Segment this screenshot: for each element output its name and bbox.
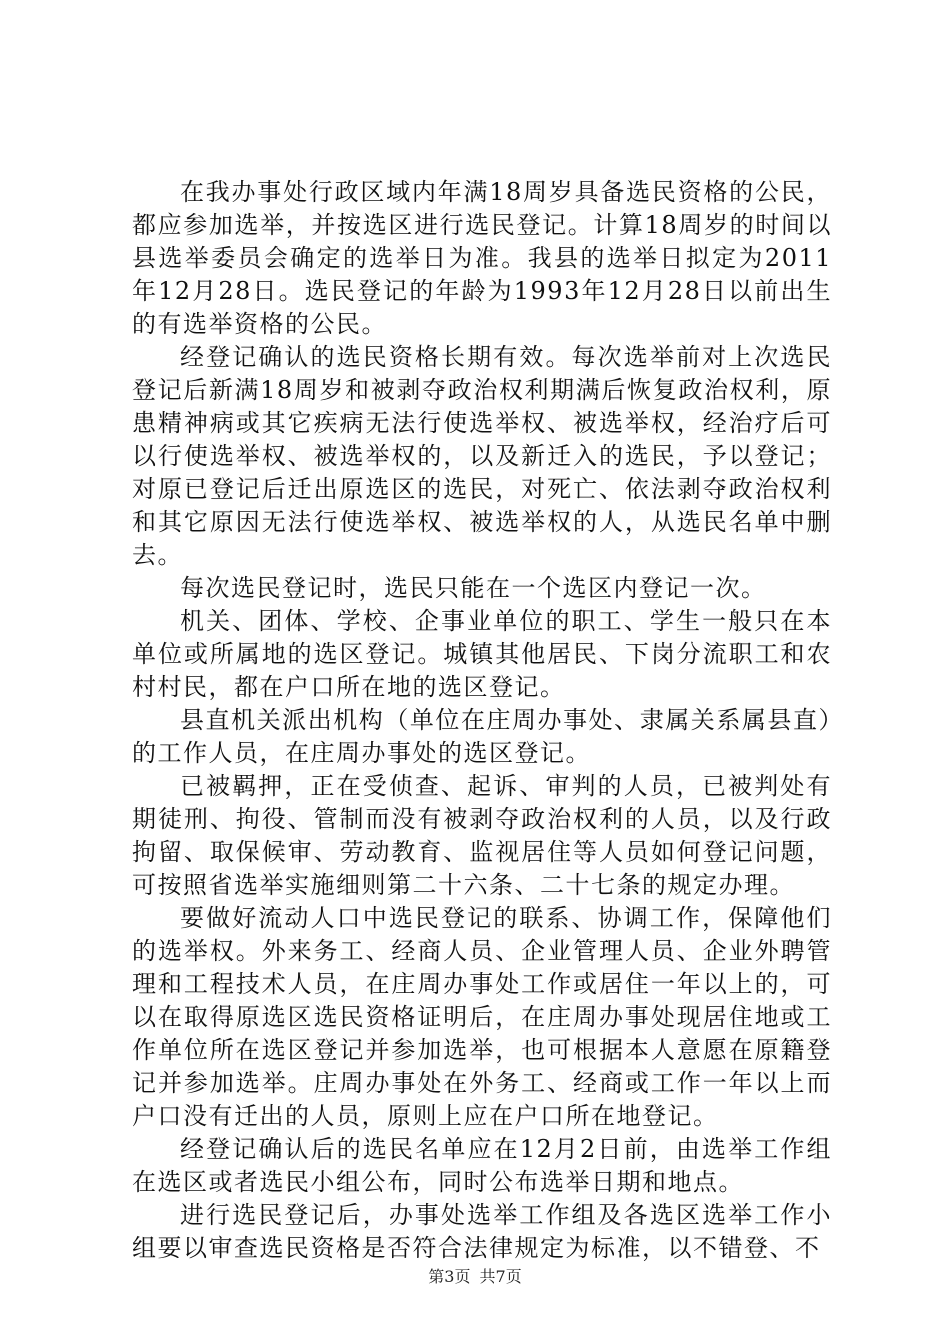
paragraph-2: 经登记确认的选民资格长期有效。每次选举前对上次选民登记后新满18周岁和被剥夺政治权利期满后恢复政治权利，原患精神病或其它疾病无法行使选举权、被选举权，经治疗后可以行使选举权、被选举权的，以及新迁入的选民，予以登记；对原已登记后迁出原选区的选民，对死亡、依法剥夺政治权利和其它原因无法行使选举权、被选举权的人，从选民名单中删去。 bbox=[132, 343, 832, 569]
document-body bbox=[132, 176, 832, 1265]
page-total: 共7页 bbox=[479, 1267, 522, 1286]
page-number: 第3页 bbox=[428, 1267, 471, 1286]
page-footer bbox=[0, 1264, 950, 1287]
paragraph-6: 已被羁押，正在受侦查、起诉、审判的人员，已被判处有期徒刑、拘役、管制而没有被剥夺政治权利的人员，以及行政拘留、取保候审、劳动教育、监视居住等人员如何登记问题，可按照省选举实施细则第二十六条、二十七条的规定办理。 bbox=[132, 772, 832, 899]
paragraph-9: 进行选民登记后，办事处选举工作组及各选区选举工作小组要以审查选民资格是否符合法律规定为标准，以不错登、不 bbox=[132, 1201, 832, 1262]
paragraph-5: 县直机关派出机构（单位在庄周办事处、隶属关系属县直）的工作人员，在庄周办事处的选区登记。 bbox=[132, 706, 832, 767]
paragraph-4: 机关、团体、学校、企事业单位的职工、学生一般只在本单位或所属地的选区登记。城镇其他居民、下岗分流职工和农村村民，都在户口所在地的选区登记。 bbox=[132, 607, 832, 701]
paragraph-3: 每次选民登记时，选民只能在一个选区内登记一次。 bbox=[180, 574, 767, 602]
paragraph-7: 要做好流动人口中选民登记的联系、协调工作，保障他们的选举权。外来务工、经商人员、企业管理人员、企业外聘管理和工程技术人员，在庄周办事处工作或居住一年以上的，可以在取得原选区选民资格证明后，在庄周办事处现居住地或工作单位所在选区登记并参加选举，也可根据本人意愿在原籍登记并参加选举。庄周办事处在外务工、经商或工作一年以上而户口没有迁出的人员，原则上应在户口所在地登记。 bbox=[132, 904, 832, 1130]
paragraph-8: 经登记确认后的选民名单应在12月2日前，由选举工作组在选区或者选民小组公布，同时公布选举日期和地点。 bbox=[132, 1135, 832, 1196]
paragraph-1: 在我办事处行政区域内年满18周岁具备选民资格的公民，都应参加选举，并按选区进行选民登记。计算18周岁的时间以县选举委员会确定的选举日为准。我县的选举日拟定为2011年12月28日。选民登记的年龄为1993年12月28日以前出生的有选举资格的公民。 bbox=[132, 178, 832, 338]
